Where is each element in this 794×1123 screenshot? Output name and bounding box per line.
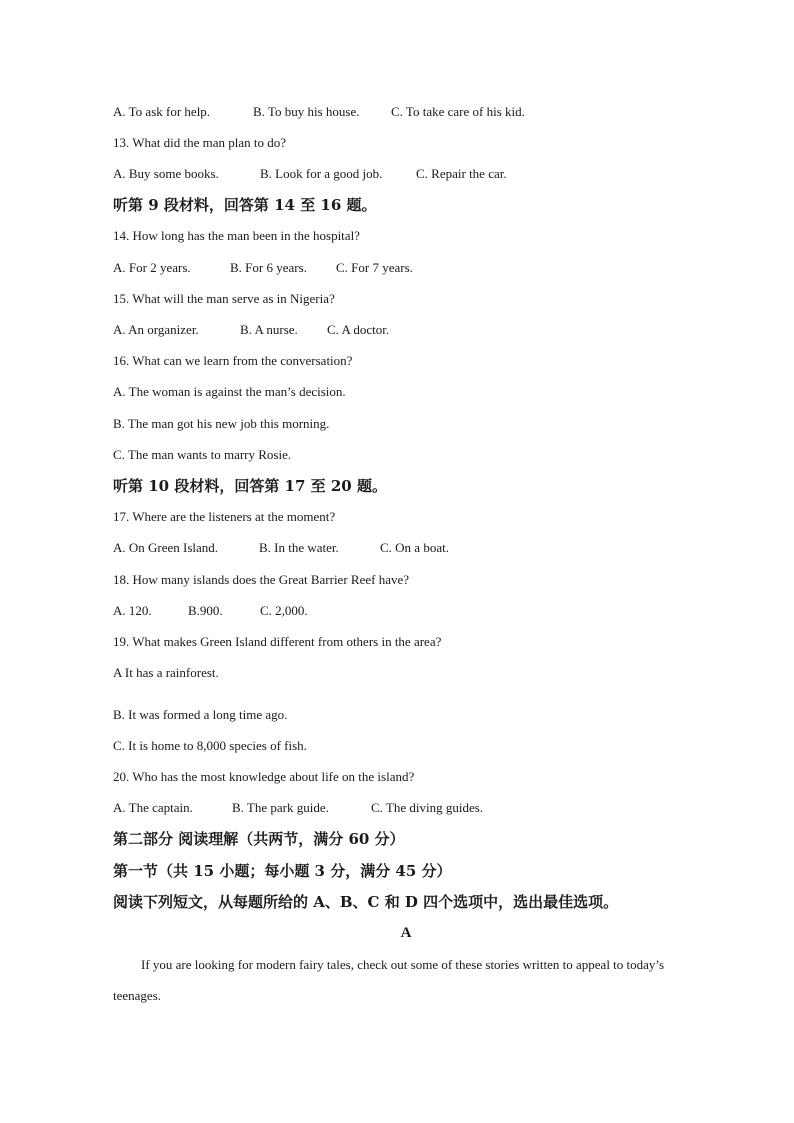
part-2-heading: 第二部分 阅读理解（共两节，满分 60 分） <box>113 830 405 848</box>
q14-options <box>113 260 413 276</box>
q20-option-c: C. The diving guides. <box>371 800 484 815</box>
q14-option-a: A. For 2 years. <box>113 260 191 275</box>
q16-question: 16. What can we learn from the conversation? <box>113 353 353 368</box>
q18-question: 18. How many islands does the Great Barrier Reef have? <box>113 572 410 587</box>
q20-option-a: A. The captain. <box>113 800 193 815</box>
q12-option-a: A. To ask for help. <box>113 104 211 119</box>
q12-options <box>113 104 525 120</box>
q17-question: 17. Where are the listeners at the moment? <box>113 509 336 524</box>
q15-option-b: B. A nurse. <box>240 322 298 337</box>
q15-option-a: A. An organizer. <box>113 322 199 337</box>
q15-options <box>113 322 389 338</box>
q14-option-c: C. For 7 years. <box>336 260 413 275</box>
q13-option-b: B. Look for a good job. <box>260 166 383 181</box>
q13-options <box>113 166 507 182</box>
q12-option-c: C. To take care of his kid. <box>391 104 525 119</box>
q13-option-c: C. Repair the car. <box>416 166 507 181</box>
q18-option-b: B.900. <box>188 603 223 618</box>
q20-question: 20. Who has the most knowledge about life on the island? <box>113 769 415 784</box>
q19-option-c: C. It is home to 8,000 species of fish. <box>113 738 307 753</box>
q15-question: 15. What will the man serve as in Nigeria? <box>113 291 335 306</box>
q20-option-b: B. The park guide. <box>232 800 329 815</box>
q14-question: 14. How long has the man been in the hospital? <box>113 228 360 243</box>
section-1-heading: 第一节（共 15 小题；每小题 3 分，满分 45 分） <box>113 862 452 880</box>
q14-option-b: B. For 6 years. <box>230 260 307 275</box>
q19-option-b: B. It was formed a long time ago. <box>113 707 288 722</box>
section-10-heading: 听第 10 段材料，回答第 17 至 20 题。 <box>113 477 387 495</box>
q18-option-a: A. 120. <box>113 603 152 618</box>
q13-question: 13. What did the man plan to do? <box>113 135 287 150</box>
q19-option-a: A It has a rainforest. <box>113 665 219 680</box>
q16-option-a: A. The woman is against the man’s decision. <box>113 384 346 399</box>
q20-options <box>113 800 483 816</box>
q13-option-a: A. Buy some books. <box>113 166 219 181</box>
q17-option-c: C. On a boat. <box>380 540 449 555</box>
q17-option-a: A. On Green Island. <box>113 540 219 555</box>
q17-option-b: B. In the water. <box>259 540 339 555</box>
q16-option-c: C. The man wants to marry Rosie. <box>113 447 292 462</box>
q15-option-c: C. A doctor. <box>327 322 390 337</box>
instructions: 阅读下列短文，从每题所给的 A、B、C 和 D 四个选项中，选出最佳选项。 <box>113 893 619 911</box>
q17-options <box>113 540 449 556</box>
q18-option-c: C. 2,000. <box>260 603 308 618</box>
section-9-heading: 听第 9 段材料，回答第 14 至 16 题。 <box>113 196 377 214</box>
q19-question: 19. What makes Green Island different from others in the area? <box>113 634 442 649</box>
q12-option-b: B. To buy his house. <box>253 104 360 119</box>
q18-options <box>113 603 308 619</box>
passage-label: A <box>400 925 412 941</box>
q16-option-b: B. The man got his new job this morning. <box>113 416 330 431</box>
passage-text: If you are looking for modern fairy tales, check out some of these stories written to appeal to today’s teenages. <box>113 957 665 1003</box>
